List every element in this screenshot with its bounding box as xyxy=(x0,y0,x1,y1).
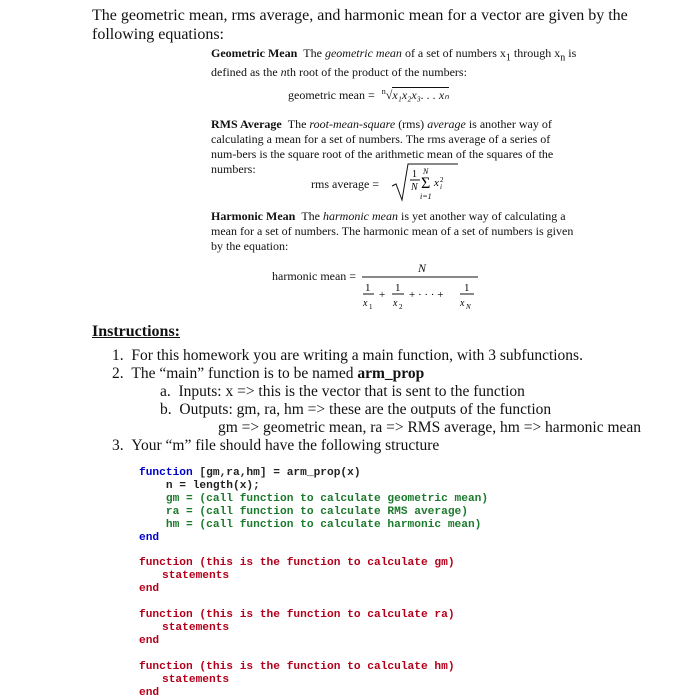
harmonic-denominator-icon xyxy=(360,276,480,312)
list-item xyxy=(112,365,424,383)
harmonic-equation-label: harmonic mean = xyxy=(272,269,357,283)
geometric-mean-equation xyxy=(288,87,449,103)
list-item xyxy=(112,347,583,365)
svg-text:x: x xyxy=(434,177,439,189)
svg-text:1: 1 xyxy=(365,282,371,294)
code-subfunction-hm: function (this is the function to calculate hm) xyxy=(139,661,455,673)
term: geometric mean xyxy=(324,46,402,60)
harmonic-numerator: N xyxy=(418,261,427,275)
text: is yet another way of calculating a mean for a set of numbers. The harmonic mean of a set of numbers is given by the equation: xyxy=(211,209,574,253)
list-letter: b. xyxy=(160,401,180,418)
svg-text:1: 1 xyxy=(395,282,401,294)
svg-text:2: 2 xyxy=(440,176,444,184)
svg-text:x: x xyxy=(363,298,368,309)
text: The xyxy=(287,117,310,131)
list-text: The “main” function is to be named xyxy=(131,365,358,382)
code-end: end xyxy=(139,532,160,544)
code-statements: statements xyxy=(162,674,230,686)
svg-text:N: N xyxy=(411,182,418,193)
code-subfunction-gm: function (this is the function to calculate gm) xyxy=(139,557,455,569)
code-text: [gm,ra,hm] = arm_prop(x) xyxy=(192,467,361,479)
svg-text:+ · · · +: + · · · + xyxy=(409,289,444,301)
code-end: end xyxy=(139,635,160,647)
svg-text:1: 1 xyxy=(412,169,417,180)
sub-list-item xyxy=(160,401,551,419)
code-statements: statements xyxy=(162,622,230,634)
geometric-mean-description: Geometric Mean The geometric mean of a set of numbers $x_1$ through $x_n$ is defined as the nth root of the product of the numbers: xyxy=(211,46,577,80)
svg-text:N: N xyxy=(423,167,429,176)
code-line-1 xyxy=(139,467,361,480)
code-end: end xyxy=(139,583,160,595)
root-sign-icon: $^n$√ xyxy=(381,87,393,102)
svg-text:x: x xyxy=(460,298,465,309)
sub-list-item xyxy=(160,383,525,401)
list-number: 1. xyxy=(112,347,132,364)
term: n xyxy=(280,65,287,80)
text: of a set of numbers x xyxy=(401,46,506,60)
geometric-mean-title: Geometric Mean xyxy=(211,46,298,60)
list-number: 2. xyxy=(112,365,132,382)
svg-text:x: x xyxy=(393,298,398,309)
list-item xyxy=(112,437,439,455)
term: average xyxy=(427,117,466,131)
list-letter: a. xyxy=(160,383,179,400)
intro-paragraph: The geometric mean, rms average, and harmonic mean for a vector are given by the following equations: xyxy=(92,7,628,43)
term: root-mean-square xyxy=(309,117,396,131)
list-text: Your “m” file should have the following structure xyxy=(131,437,440,454)
code-statements: statements xyxy=(162,570,230,582)
sub-list-continuation: gm => geometric mean, ra => RMS average, hm => harmonic mean xyxy=(218,419,642,436)
svg-text:i: i xyxy=(440,183,442,191)
rms-title: RMS Average xyxy=(211,117,282,131)
term: harmonic mean xyxy=(322,209,398,223)
code-end: end xyxy=(139,687,160,699)
eq-label: geometric mean = xyxy=(288,88,375,102)
text: is defined as the xyxy=(211,46,577,80)
svg-text:2: 2 xyxy=(399,303,403,311)
code-line-5: hm = (call function to calculate harmonic mean) xyxy=(139,519,482,531)
eq-body: x₁x₂x₃. . . xₙ xyxy=(392,88,449,102)
svg-text:1: 1 xyxy=(464,282,470,294)
instructions-heading: Instructions: xyxy=(92,323,181,340)
rms-formula-icon xyxy=(390,160,460,204)
harmonic-description xyxy=(211,209,577,254)
text: is another way of calculating a mean for a set of numbers. The rms average of a series of num-bers is the square root of the arithmetic mean of the squares of the numbers: xyxy=(211,117,554,176)
code-line-2: n = length(x); xyxy=(139,480,260,492)
list-text: For this homework you are writing a main function, with 3 subfunctions. xyxy=(131,347,583,364)
text: (rms) xyxy=(395,117,428,131)
code-subfunction-ra: function (this is the function to calculate ra) xyxy=(139,609,455,621)
svg-text:1: 1 xyxy=(369,303,373,311)
svg-text:N: N xyxy=(466,303,471,311)
text: The xyxy=(301,209,323,223)
function-name: arm_prop xyxy=(357,365,425,382)
svg-text:+: + xyxy=(379,289,386,301)
text: through x xyxy=(510,46,561,60)
text: The xyxy=(303,46,325,60)
text: th root of the product of the numbers: xyxy=(286,65,467,80)
code-line-4: ra = (call function to calculate RMS average) xyxy=(139,506,468,518)
list-text: Outputs: gm, ra, hm => these are the outputs of the function xyxy=(179,401,552,418)
list-text: Inputs: x => this is the vector that is sent to the function xyxy=(178,383,525,400)
harmonic-title: Harmonic Mean xyxy=(211,209,296,223)
svg-text:i=1: i=1 xyxy=(420,192,432,201)
code-keyword: function xyxy=(139,467,193,479)
svg-text:Σ: Σ xyxy=(421,175,431,192)
code-line-3: gm = (call function to calculate geometric mean) xyxy=(139,493,489,505)
list-number: 3. xyxy=(112,437,132,454)
rms-equation-label: rms average = xyxy=(311,177,380,191)
